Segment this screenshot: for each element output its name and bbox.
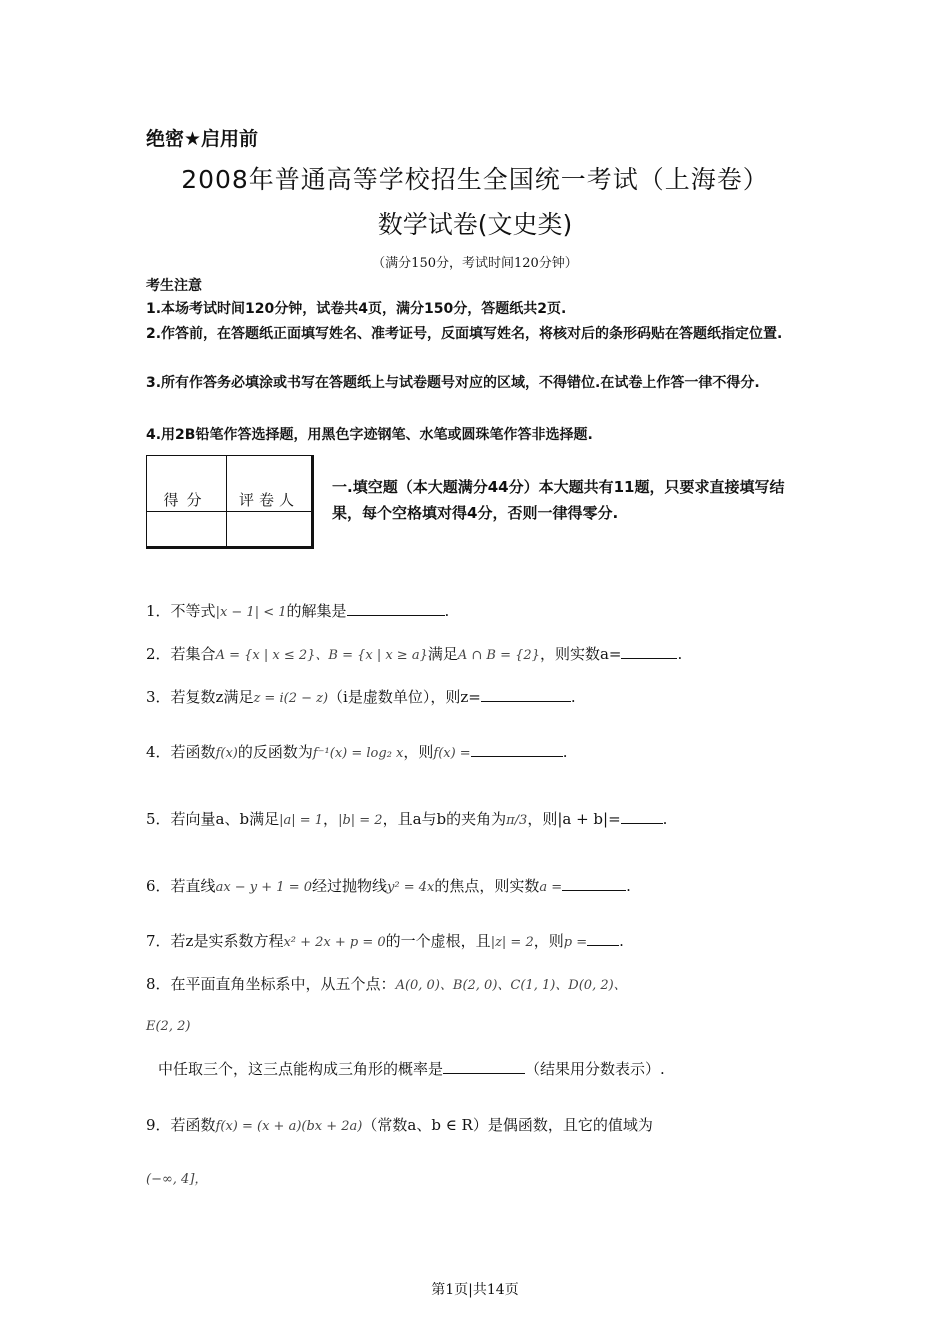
question-8-line3: 中任取三个，这三点能构成三角形的概率是 （结果用分数表示）. bbox=[158, 1060, 665, 1078]
question-6: 6．若直线ax − y + 1 = 0经过抛物线y² = 4x的焦点，则实数a = . bbox=[146, 877, 631, 895]
question-4: 4．若函数f(x)的反函数为f⁻¹(x) = log₂ x，则f(x) = . bbox=[146, 743, 568, 761]
notice-item: 3.所有作答务必填涂或书写在答题纸上与试卷题号对应的区域，不得错位.在试卷上作答一律不得分. bbox=[146, 375, 760, 391]
question-7: 7．若z是实系数方程x² + 2x + p = 0的一个虚根，且|z| = 2，则p = . bbox=[146, 932, 624, 950]
page-footer: 第1页|共14页 bbox=[431, 1282, 519, 1298]
exam-subtitle: 数学试卷(文史类) bbox=[377, 210, 573, 239]
score-note: （满分150分，考试时间120分钟） bbox=[372, 256, 578, 271]
grade-header-score: 得分 bbox=[163, 491, 210, 509]
notice-title: 考生注意 bbox=[146, 278, 202, 294]
question-1: 1．不等式|x − 1| < 1的解集是 . bbox=[146, 602, 450, 620]
notice-item: 1.本场考试时间120分钟，试卷共4页，满分150分，答题纸共2页. bbox=[146, 301, 567, 317]
question-8-line2: E(2, 2) bbox=[146, 1019, 191, 1034]
secret-label: 绝密★启用前 bbox=[146, 128, 259, 150]
question-8: 8．在平面直角坐标系中，从五个点：A(0, 0)、B(2, 0)、C(1, 1)、D(0, 2)、 bbox=[146, 975, 627, 993]
exam-title: 2008年普通高等学校招生全国统一考试（上海卷） bbox=[181, 165, 769, 194]
question-2: 2．若集合A = {x | x ≤ 2}、B = {x | x ≥ a}满足A ∩ B = {2}，则实数a= . bbox=[146, 645, 683, 663]
question-5: 5．若向量a、b满足|a| = 1，|b| = 2，且a与b的夹角为π/3，则|a + b|= . bbox=[146, 810, 668, 828]
question-9-line2: (−∞, 4]， bbox=[146, 1172, 208, 1187]
section-heading: 一.填空题（本大题满分44分）本大题共有11题，只要求直接填写结果，每个空格填对得4分，否则一律得零分. bbox=[332, 478, 785, 522]
question-3: 3．若复数z满足z = i(2 − z)（i是虚数单位），则z= . bbox=[146, 688, 576, 706]
question-9: 9．若函数f(x) = (x + a)(bx + 2a)（常数a、b ∈ R）是偶函数，且它的值域为 bbox=[146, 1116, 653, 1134]
notice-item: 4.用2B铅笔作答选择题，用黑色字迹钢笔、水笔或圆珠笔作答非选择题. bbox=[146, 427, 593, 443]
notice-item: 2.作答前，在答题纸正面填写姓名、准考证号，反面填写姓名，将核对后的条形码贴在答题纸指定位置. bbox=[146, 326, 783, 342]
grade-table bbox=[146, 455, 314, 549]
grade-header-grader: 评卷人 bbox=[238, 491, 299, 509]
